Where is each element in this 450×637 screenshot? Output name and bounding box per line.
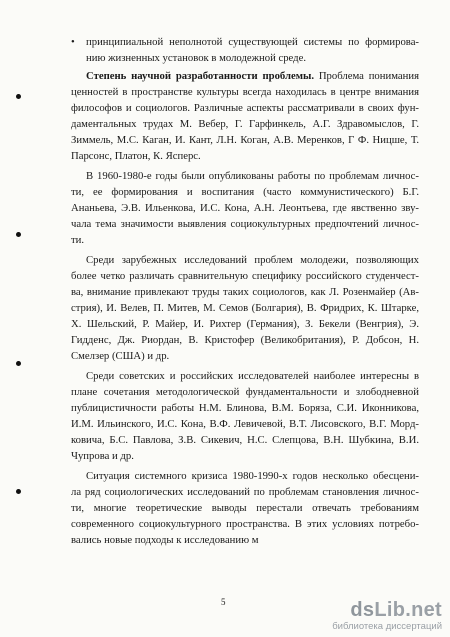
- section-heading: Степень научной разработанности проблемы.: [86, 70, 315, 82]
- text-line: современного социокультурного пространства. В этих условиях потребо-: [71, 518, 419, 530]
- margin-mark: [16, 94, 21, 99]
- text-line: принципиальной неполнотой существующей системы по формирова-: [86, 36, 419, 48]
- text-line: Зиммель, М.С. Каган, И. Кант, Л.Н. Коган, А.В. Меренков, Г Ф. Ницше, Т.: [71, 134, 419, 146]
- text-line: ла ряд социологических исследований по проблемам становления личнос-: [71, 486, 419, 498]
- text-line: Гидденс, Дж. Риордан, В. Кристофер (Великобритания), Р. Добсон, Н.: [71, 334, 419, 346]
- text-line: философов и социологов. Различные аспекты рассматривали в своих фун-: [71, 102, 419, 114]
- margin-mark: [16, 232, 21, 237]
- text-line: чала тема значимости выявления социокультурных предпочтений личнос-: [71, 218, 419, 230]
- text-line: Ситуация системного кризиса 1980-1990-х годов несколько обесцени-: [86, 470, 419, 482]
- text-line: Среди зарубежных исследований проблем молодежи, позволяющих: [86, 254, 419, 266]
- watermark: [332, 600, 442, 632]
- text-line: ти, ее формирования и воспитания (часто коммунистического) Б.Г.: [71, 186, 419, 198]
- text-line: публицистичности работы Н.М. Блинова, В.М. Боряза, С.И. Иконникова,: [71, 402, 419, 414]
- page-number: 5: [221, 597, 226, 607]
- margin-mark: [16, 361, 21, 366]
- text-line: ковича, Б.С. Павлова, З.В. Сикевич, Н.С. Слепцова, В.Н. Шубкина, В.И.: [71, 434, 419, 446]
- text-line: Смелзер (США) и др.: [71, 350, 170, 362]
- text-line: В 1960-1980-е годы были опубликованы работы по проблемам личнос-: [86, 170, 419, 182]
- watermark-logo: dsLib.net: [350, 598, 442, 621]
- text-line: ти.: [71, 234, 85, 246]
- text-line: ценностей в пространстве культуры всегда находилась в центре внимания: [71, 86, 419, 98]
- heading-continuation: Проблема понимания: [314, 70, 419, 82]
- text-line: ва, внимание привлекают труды таких социологов, как Л. Розенмайер (Ав-: [71, 286, 419, 298]
- text-line: Парсонс, Платон, К. Ясперс.: [71, 150, 201, 162]
- text-line: стрия), И. Велев, П. Митев, М. Семов (Болгария), В. Фридрих, К. Штарке,: [71, 302, 419, 314]
- text-line: Чупрова и др.: [71, 450, 134, 462]
- text-line: Х. Шельский, Р. Майер, И. Рихтер (Германия), З. Бекели (Венгрия), Э.: [71, 318, 419, 330]
- text-line: нию жизненных установок в молодежной среде.: [86, 52, 307, 64]
- text-line: ти, многие теоретические выводы перестали отвечать требованиям: [71, 502, 419, 514]
- text-line: даментальных трудах М. Вебер, Г. Гарфинкель, А.Г. Здравомыслов, Г.: [71, 118, 419, 130]
- paragraph-heading-line: [86, 70, 419, 83]
- margin-mark: [16, 489, 21, 494]
- text-line: плане сочетания методологической фундаментальности и злободневной: [71, 386, 419, 398]
- bullet-marker: •: [71, 36, 75, 48]
- text-line: И.М. Ильинского, И.С. Кона, В.Ф. Левичевой, В.Т. Лисовского, В.Г. Морд-: [71, 418, 419, 430]
- text-line: Ананьева, Э.В. Ильенкова, И.С. Кона, А.Н. Леонтьева, где явственно зву-: [71, 202, 419, 214]
- text-line: вались новые подходы к исследованию м: [71, 534, 259, 546]
- text-line: более четко различать сравнительную специфику российского студенчест-: [71, 270, 419, 282]
- watermark-subtitle: библиотека диссертаций: [332, 620, 442, 632]
- text-line: Среди советских и российских исследователей наиболее интересны в: [86, 370, 419, 382]
